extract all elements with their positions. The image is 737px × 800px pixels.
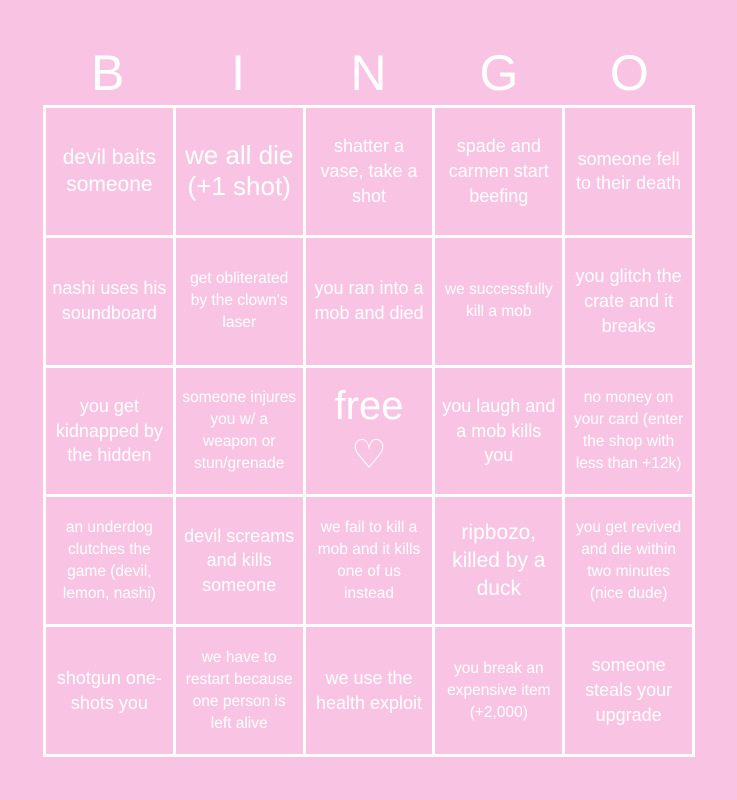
free-space-label: free [334, 383, 404, 428]
bingo-cell[interactable] [435, 627, 562, 754]
bingo-cell[interactable] [435, 238, 562, 365]
cell-text: nashi uses his soundboard [52, 278, 167, 324]
cell-text: you get kidnapped by the hidden [55, 395, 163, 466]
cell-text: you ran into a mob and died [314, 278, 424, 324]
cell-text: you glitch the crate and it breaks [575, 265, 682, 336]
title-letter-o: O [609, 44, 650, 101]
cell-text: we successfully kill a mob [444, 281, 553, 321]
bingo-cell[interactable] [306, 108, 433, 235]
cell-text: shatter a vase, take a shot [320, 136, 418, 206]
cell-text: shotgun one-shots you [56, 667, 162, 713]
cell-text: devil screams and kills someone [184, 525, 295, 596]
cell-text: we all die (+1 shot) [184, 139, 294, 202]
cell-text: you get revived and die within two minutes (nice dude) [576, 518, 682, 602]
bingo-cell[interactable] [565, 368, 692, 495]
cell-text: devil baits someone [62, 145, 157, 197]
bingo-cell[interactable] [435, 368, 562, 495]
bingo-board [43, 105, 695, 757]
heart-icon: ♡ [351, 432, 387, 477]
title-letter-n: N [350, 44, 388, 101]
bingo-cell[interactable] [176, 627, 303, 754]
cell-text: we fail to kill a mob and it kills one of us instead [317, 518, 421, 602]
cell-text: an underdog clutches the game (devil, lemon, nashi) [62, 518, 156, 602]
cell-text: spade and carmen start beefing [448, 136, 549, 206]
bingo-cell[interactable] [306, 627, 433, 754]
bingo-cell[interactable] [306, 497, 433, 624]
bingo-cell[interactable] [565, 108, 692, 235]
cell-text: no money on your card (enter the shop with less than +12k) [573, 388, 684, 472]
bingo-cell[interactable] [46, 238, 173, 365]
bingo-title [43, 40, 695, 105]
bingo-cell[interactable] [435, 108, 562, 235]
bingo-cell[interactable] [176, 108, 303, 235]
bingo-cell[interactable] [46, 627, 173, 754]
title-letter-i: I [231, 44, 247, 101]
free-space-cell[interactable] [306, 368, 433, 495]
cell-text: someone steals your upgrade [585, 655, 673, 725]
cell-text: we use the health exploit [315, 667, 423, 713]
cell-text: ripbozo, killed by a duck [452, 521, 546, 600]
bingo-cell[interactable] [565, 238, 692, 365]
bingo-cell[interactable] [46, 108, 173, 235]
cell-text: someone fell to their death [576, 148, 682, 194]
cell-text: you laugh and a mob kills you [442, 395, 556, 466]
bingo-cell[interactable] [565, 497, 692, 624]
cell-text: get obliterated by the clown's laser [190, 270, 289, 332]
cell-text: we have to restart because one person is left alive [185, 648, 293, 732]
cell-text: someone injures you w/ a weapon or stun/grenade [182, 388, 297, 472]
bingo-cell[interactable] [565, 627, 692, 754]
cell-text: you break an expensive item (+2,000) [447, 659, 551, 721]
bingo-cell[interactable] [46, 497, 173, 624]
title-letter-b: B [91, 44, 126, 101]
bingo-cell[interactable] [176, 368, 303, 495]
bingo-cell[interactable] [306, 238, 433, 365]
bingo-cell[interactable] [176, 238, 303, 365]
bingo-cell[interactable] [46, 368, 173, 495]
bingo-cell[interactable] [176, 497, 303, 624]
title-letter-g: G [479, 44, 520, 101]
bingo-cell[interactable] [435, 497, 562, 624]
